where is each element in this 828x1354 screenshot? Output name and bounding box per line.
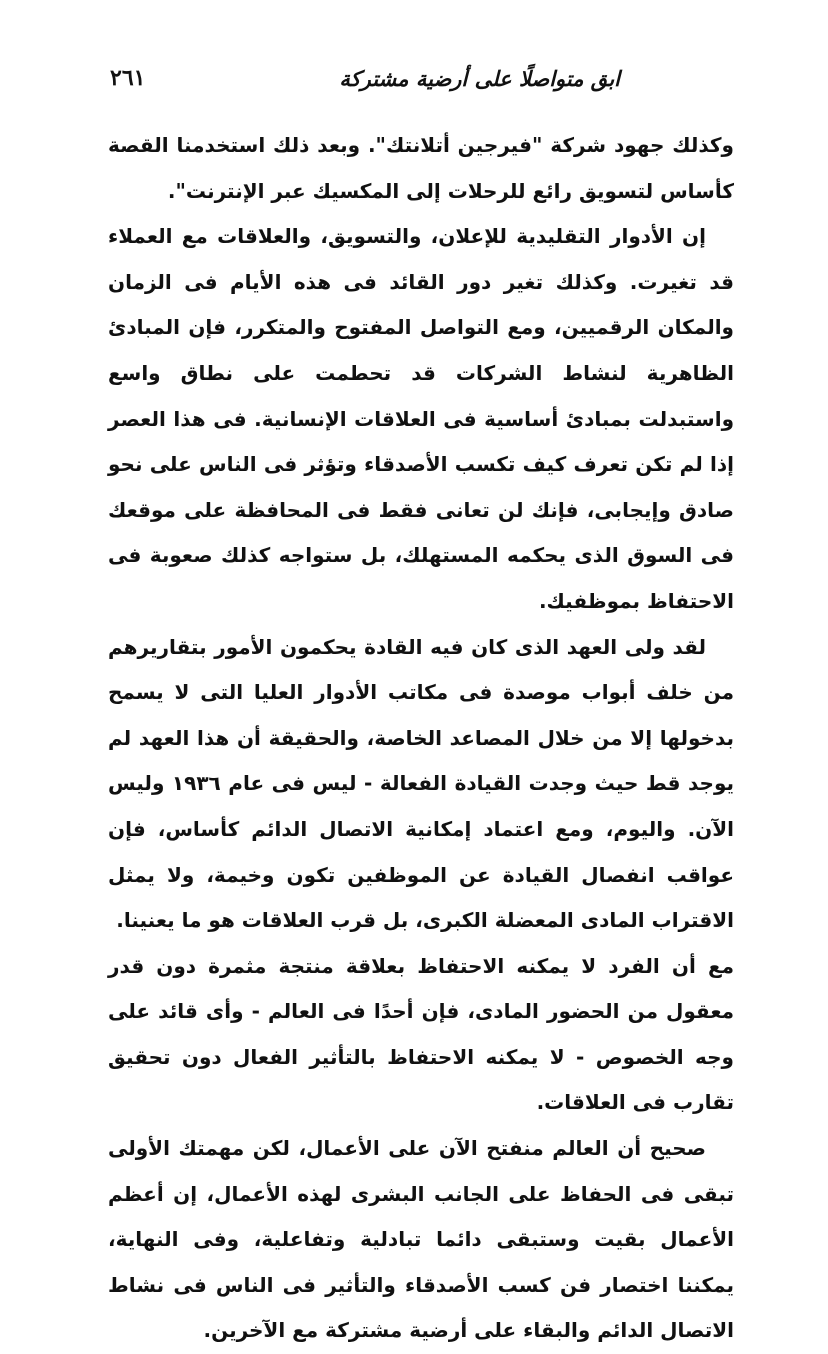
paragraph: لقد ولى العهد الذى كان فيه القادة يحكمون الأمور بتقاريرهم من خلف أبواب موصدة فى مكاتب الأدوار العليا التى لا يسمح بدخولها إلا من خلال المصاعد الخاصة، والحقيقة أن هذا العهد لم يوجد قط حيث وجدت القيادة الفعالة - ليس فى عام ١٩٣٦ وليس الآن. واليوم، ومع اعتماد إمكانية الاتصال الدائم كأساس، فإن عواقب انفصال القيادة عن الموظفين تكون وخيمة، ولا يمثل الاقتراب المادى المعضلة الكبرى، بل قرب العلاقات هو ما يعنينا.: [108, 634, 734, 933]
page-header: [110, 58, 730, 98]
paragraph: إن الأدوار التقليدية للإعلان، والتسويق، والعلاقات مع العملاء قد تغيرت. وكذلك تغير دور القائد فى هذه الأيام فى الزمان والمكان الرقميين، ومع التواصل المفتوح والمتكرر، فإن المبادئ الظاهرية لنشاط الشركات قد تحطمت على نطاق واسع واستبدلت بمبادئ أساسية فى العلاقات الإنسانية. فى هذا العصر إذا لم تكن تعرف كيف تكسب الأصدقاء وتؤثر فى الناس على نحو صادق وإيجابى، فإنك لن تعانى فقط فى المحافظة على موقعك فى السوق الذى يحكمه المستهلك، بل ستواجه كذلك صعوبة فى الاحتفاظ بموظفيك.: [108, 224, 734, 613]
paragraph: صحيح أن العالم منفتح الآن على الأعمال، لكن مهمتك الأولى تبقى فى الحفاظ على الجانب البشرى لهذه الأعمال، إن أعظم الأعمال بقيت وستبقى دائما تبادلية وتفاعلية، وفى النهاية، يمكننا اختصار فن كسب الأصدقاء والتأثير فى الناس فى نشاط الاتصال الدائم والبقاء على أرضية مشتركة مع الآخرين.: [108, 1136, 734, 1343]
running-title: ابق متواصلًا على أرضية مشتركة: [339, 65, 620, 91]
paragraph: وكذلك جهود شركة "فيرجين أتلانتك". وبعد ذلك استخدمنا القصة كأساس لتسويق رائع للرحلات إلى المكسيك عبر الإنترنت".: [108, 133, 734, 203]
page-number: ٢٦١: [110, 65, 146, 91]
body-text: [108, 123, 734, 1354]
paragraph: مع أن الفرد لا يمكنه الاحتفاظ بعلاقة منتجة مثمرة دون قدر معقول من الحضور المادى، فإن أحدًا فى العالم - وأى قائد على وجه الخصوص - لا يمكنه الاحتفاظ بالتأثير الفعال دون تحقيق تقارب فى العلاقات.: [108, 953, 734, 1115]
